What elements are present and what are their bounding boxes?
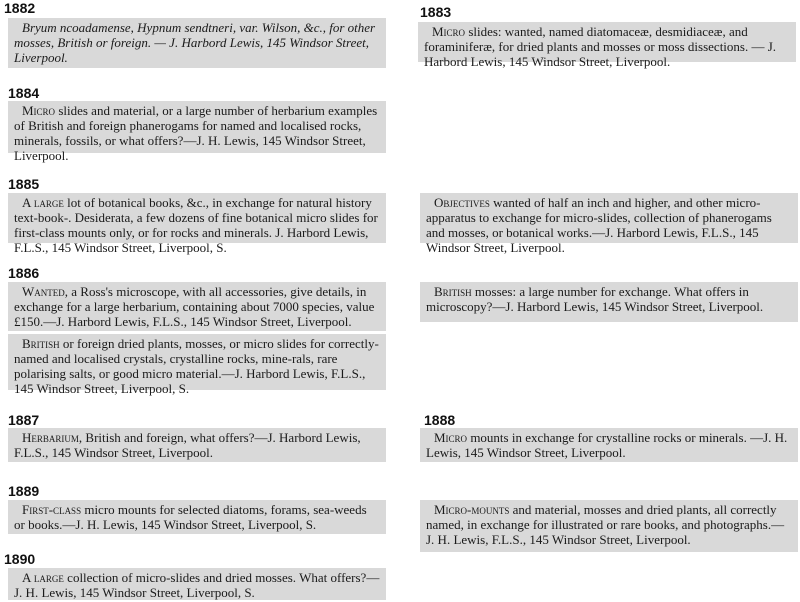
clipping-lead: Micro-mounts [434,502,510,517]
clipping-lead: Micro [434,430,468,445]
clipping-text: Bryum ncoadamense, Hypnum sendtneri, var. Wilson, &c., for other mosses, British or foreign. — J. Harbord Lewis, 145 Windsor Street, Liverpool. [14,20,376,65]
clipping-text: wanted of half an inch and higher, and other micro-apparatus to exchange for micro-slides, collection of phanerogams and mosses, or botanical works.—J. Harbord Lewis, F.L.S., 145 Windsor Street, Liverpool. [426,195,772,255]
clipping-1890 [8,568,386,600]
year-1888: 1888 [424,412,456,428]
clipping-lead: A large [22,570,64,585]
clipping-1888 [420,428,798,462]
clipping-1885-books [8,193,386,255]
clipping-text: collection of micro-slides and dried mosses. What offers?—J. H. Lewis, 145 Windsor Street, Liverpool, S. [14,570,380,600]
clipping-text: slides and material, or a large number of herbarium examples of British and foreign phanerogams for named and localised rocks, minerals, fossils, or what offers?—J. H. Lewis, 145 Windsor Street, Liverpool. [14,103,378,163]
clipping-lead: A large [22,195,64,210]
year-1884: 1884 [8,85,40,101]
clipping-text: lot of botanical books, &c., in exchange for natural history text-book-. Desiderata, a few dozens of fine botanical micro slides for first-class mounts only, or for rocks and minerals. J. Harbord Lewis, F.L.S., 145 Windsor Street, Liverpool, S. [14,195,378,255]
clipping-text: mounts in exchange for crystalline rocks or minerals. —J. H. Lewis, 145 Windsor Street, Liverpool. [426,430,788,460]
year-1883: 1883 [420,4,452,20]
clipping-1886-dried-plants [8,334,386,396]
clipping-1889-mounts [8,500,386,534]
year-1889: 1889 [8,483,40,499]
clipping-1882 [8,18,386,68]
clipping-1887 [8,428,386,462]
clipping-text: or foreign dried plants, mosses, or micro slides for correctly-named and localised crystals, crystalline rocks, mine-rals, rare polarising salts, or good micro material.—J. Harbord Lewis, F.L.S., 145 Windsor Street, Liverpool, S. [14,336,379,396]
clipping-1886-microscope [8,282,386,331]
year-1890: 1890 [4,551,36,567]
clipping-lead: Micro [22,103,56,118]
clipping-lead: Objectives [434,195,490,210]
year-1882: 1882 [4,0,36,16]
clipping-text: , British and foreign, what offers?—J. Harbord Lewis, F.L.S., 145 Windsor Street, Liverpool. [14,430,361,460]
clipping-lead: British [434,284,472,299]
clipping-1889-micro-mounts [420,500,798,552]
clipping-1885-objectives [420,193,798,255]
clipping-1884 [8,101,386,163]
year-1886: 1886 [8,265,40,281]
year-1885: 1885 [8,176,40,192]
clipping-text: slides: wanted, named diatomaceæ, desmidiaceæ, and foraminiferæ, for dried plants and mosses or moss dissections. — J. Harbord Lewis, 145 Windsor Street, Liverpool. [424,24,777,69]
clipping-1886-mosses [420,282,798,322]
clipping-lead: First-class [22,502,82,517]
clipping-text: , a Ross's microscope, with all accessories, give details, in exchange for a large herbarium, containing about 7000 species, value £150.—J. Harbord Lewis, F.L.S., 145 Windsor Street, Liverpool. [14,284,375,329]
clipping-lead: Micro [432,24,466,39]
clipping-text: mosses: a large number for exchange. What offers in microscopy?—J. Harbord Lewis, 145 Windsor Street, Liverpool. [426,284,764,314]
clipping-lead: British [22,336,60,351]
clipping-text: micro mounts for selected diatoms, forams, sea-weeds or books.—J. H. Lewis, 145 Windsor Street, Liverpool, S. [14,502,367,532]
clipping-lead: Wanted [22,284,65,299]
year-1887: 1887 [8,412,40,428]
clipping-text: and material, mosses and dried plants, all correctly named, in exchange for illustrated or rare books, and photographs.—J. H. Lewis, F.L.S., 145 Windsor Street, Liverpool. [426,502,785,547]
clipping-lead: Herbarium [22,430,79,445]
clipping-1883 [418,22,796,69]
